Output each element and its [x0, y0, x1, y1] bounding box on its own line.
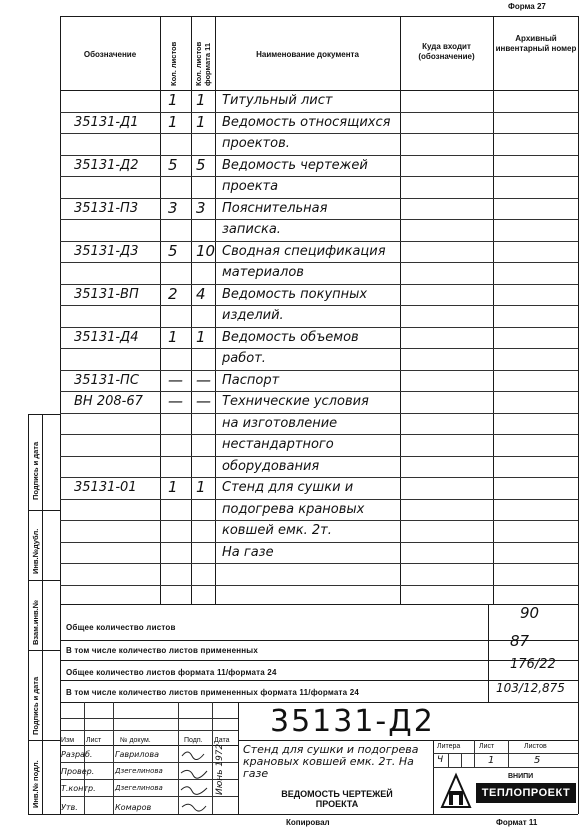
header-archive-no: Архивный инвентарный номер — [495, 34, 577, 53]
row-doc-name-line: изделий. — [222, 308, 284, 323]
row-sheets: 1 — [168, 91, 178, 109]
row-doc-name-line: на изготовление — [222, 415, 338, 431]
tb-role-2: Т.контр. — [61, 784, 96, 793]
row-sheets-f11: 1 — [196, 91, 206, 109]
row-doc-name-line: нестандартного — [222, 437, 334, 452]
row-doc-name-line: проектов. — [222, 136, 290, 151]
row-doc-name-line: Ведомость относящихся — [222, 114, 391, 130]
row-sheets-f11: 1 — [196, 327, 206, 346]
summary-label-applied: В том числе количество листов примененных — [66, 646, 258, 655]
row-sheets: 1 — [168, 478, 178, 496]
row-doc-name-line: Сводная спецификация — [222, 243, 386, 259]
row-sheets-f11: 10 — [196, 241, 216, 260]
tb-listov: 5 — [534, 755, 541, 766]
tb-col-sign: Подп. — [184, 737, 203, 744]
footer-copied: Копировал — [286, 818, 330, 827]
row-designation: 35131-П3 — [74, 200, 139, 216]
row-doc-name-line: подогрева крановых — [222, 501, 365, 517]
org-name: ТЕПЛОПРОЕКТ — [476, 783, 576, 803]
tb-doc-title: ВЕДОМОСТЬ ЧЕРТЕЖЕЙ ПРОЕКТА — [281, 789, 393, 809]
tb-description: Стенд для сушки и подогрева крановых ковшей емк. 2т. На газе — [243, 743, 419, 780]
title-code: 35131-Д2 — [270, 704, 435, 739]
footer-format: Формат 11 — [496, 818, 538, 827]
row-doc-name-line: Титульный лист — [222, 93, 333, 108]
row-sheets: — — [168, 392, 183, 410]
row-sheets: 5 — [168, 155, 178, 174]
row-doc-name-line: Ведомость чертежей — [222, 157, 368, 173]
row-doc-name-line: Паспорт — [222, 372, 280, 388]
row-doc-name-line: Ведомость покупных — [222, 286, 368, 302]
row-doc-name-line: Технические условия — [222, 394, 369, 409]
row-designation: 35131-ПС — [74, 372, 139, 388]
row-doc-name-line: проекта — [222, 179, 279, 194]
tb-litera: Ч — [437, 755, 444, 765]
row-designation: 35131-Д1 — [74, 114, 139, 130]
side-label-dup-inv: Инв.№дубл. — [31, 528, 40, 574]
row-doc-name-line: работ. — [222, 351, 266, 366]
row-sheets-f11: 4 — [196, 284, 206, 303]
row-sheets-f11: 1 — [196, 112, 206, 131]
summary-label-format-total: Общее количество листов формата 11/формата 24 — [66, 668, 277, 677]
row-doc-name-line: оборудования — [222, 458, 320, 474]
row-sheets: 3 — [168, 198, 178, 217]
row-doc-name-line: Ведомость объемов — [222, 329, 359, 345]
side-label-sign-date-1: Подпись и дата — [31, 441, 40, 500]
row-designation: 35131-ВП — [74, 286, 139, 302]
tb-name-2: Дзегелинова — [115, 784, 163, 792]
row-sheets-f11: — — [196, 370, 211, 389]
tb-date: Июнь 1972 — [215, 743, 225, 795]
tb-list-label: Лист — [479, 743, 495, 750]
row-sheets: 2 — [168, 284, 178, 303]
row-doc-name-line: материалов — [222, 265, 304, 280]
tb-role-1: Провер. — [61, 767, 95, 776]
tb-name-1: Дзегелинова — [115, 767, 163, 775]
tb-role-0: Разраб. — [61, 750, 93, 759]
tb-litera-label: Литера — [437, 743, 461, 750]
tb-list: 1 — [488, 755, 495, 766]
signatures — [178, 745, 212, 814]
row-designation: 35131-Д3 — [74, 243, 139, 259]
header-sheet-count: Кол. листов — [169, 41, 178, 86]
row-doc-name-line: ковшей емк. 2т. — [222, 523, 332, 538]
row-doc-name-line: Пояснительная — [222, 200, 328, 216]
summary-value-applied: 87 — [510, 632, 530, 650]
side-label-replace-inv: Взам.инв.№ — [31, 599, 40, 645]
tb-col-doc: № докум. — [120, 737, 151, 744]
side-label-sign-date-2: Подпись и дата — [31, 676, 40, 735]
org-small: ВНИПИ — [508, 773, 534, 780]
tb-role-3: Утв. — [61, 803, 78, 812]
row-doc-name-line: записка. — [222, 222, 281, 237]
header-included-in: Куда входит (обозначение) — [418, 42, 475, 61]
tb-col-list: Лист — [86, 737, 102, 744]
header-designation: Обозначение — [83, 50, 137, 59]
tb-listov-label: Листов — [524, 743, 547, 750]
tb-col-izm: Изм — [61, 737, 75, 744]
row-sheets: — — [168, 370, 183, 389]
summary-value-format-applied: 103/12,875 — [496, 681, 565, 695]
row-sheets: 5 — [168, 241, 178, 260]
tb-name-3: Комаров — [115, 803, 152, 812]
form-label: Форма 27 — [508, 2, 546, 11]
row-sheets-f11: — — [196, 392, 211, 410]
summary-value-format-total: 176/22 — [510, 657, 556, 672]
row-designation: 35131-01 — [74, 480, 137, 495]
row-doc-name-line: На газе — [222, 544, 274, 560]
row-sheets-f11: 5 — [196, 155, 206, 174]
row-sheets: 1 — [168, 327, 178, 346]
tb-col-date: Дата — [214, 737, 230, 744]
summary-value-total: 90 — [520, 604, 540, 622]
row-designation: 35131-Д2 — [74, 157, 139, 173]
side-label-orig-inv: Инв.№ подл. — [31, 760, 40, 808]
header-doc-name: Наименование документа — [256, 50, 359, 59]
summary-label-total: Общее количество листов — [66, 623, 176, 632]
header-sheet-count-format: Кол. листов формата 11 — [194, 41, 212, 86]
row-sheets-f11: 3 — [196, 198, 206, 217]
row-designation: ВН 208-67 — [74, 394, 143, 409]
row-sheets-f11: 1 — [196, 478, 206, 496]
tb-name-0: Гаврилова — [115, 750, 159, 759]
org-logo-icon — [440, 771, 472, 809]
row-sheets: 1 — [168, 112, 178, 131]
summary-label-format-applied: В том числе количество листов примененных формата 11/формата 24 — [66, 688, 360, 697]
row-designation: 35131-Д4 — [74, 329, 139, 345]
row-doc-name-line: Стенд для сушки и — [222, 480, 354, 495]
